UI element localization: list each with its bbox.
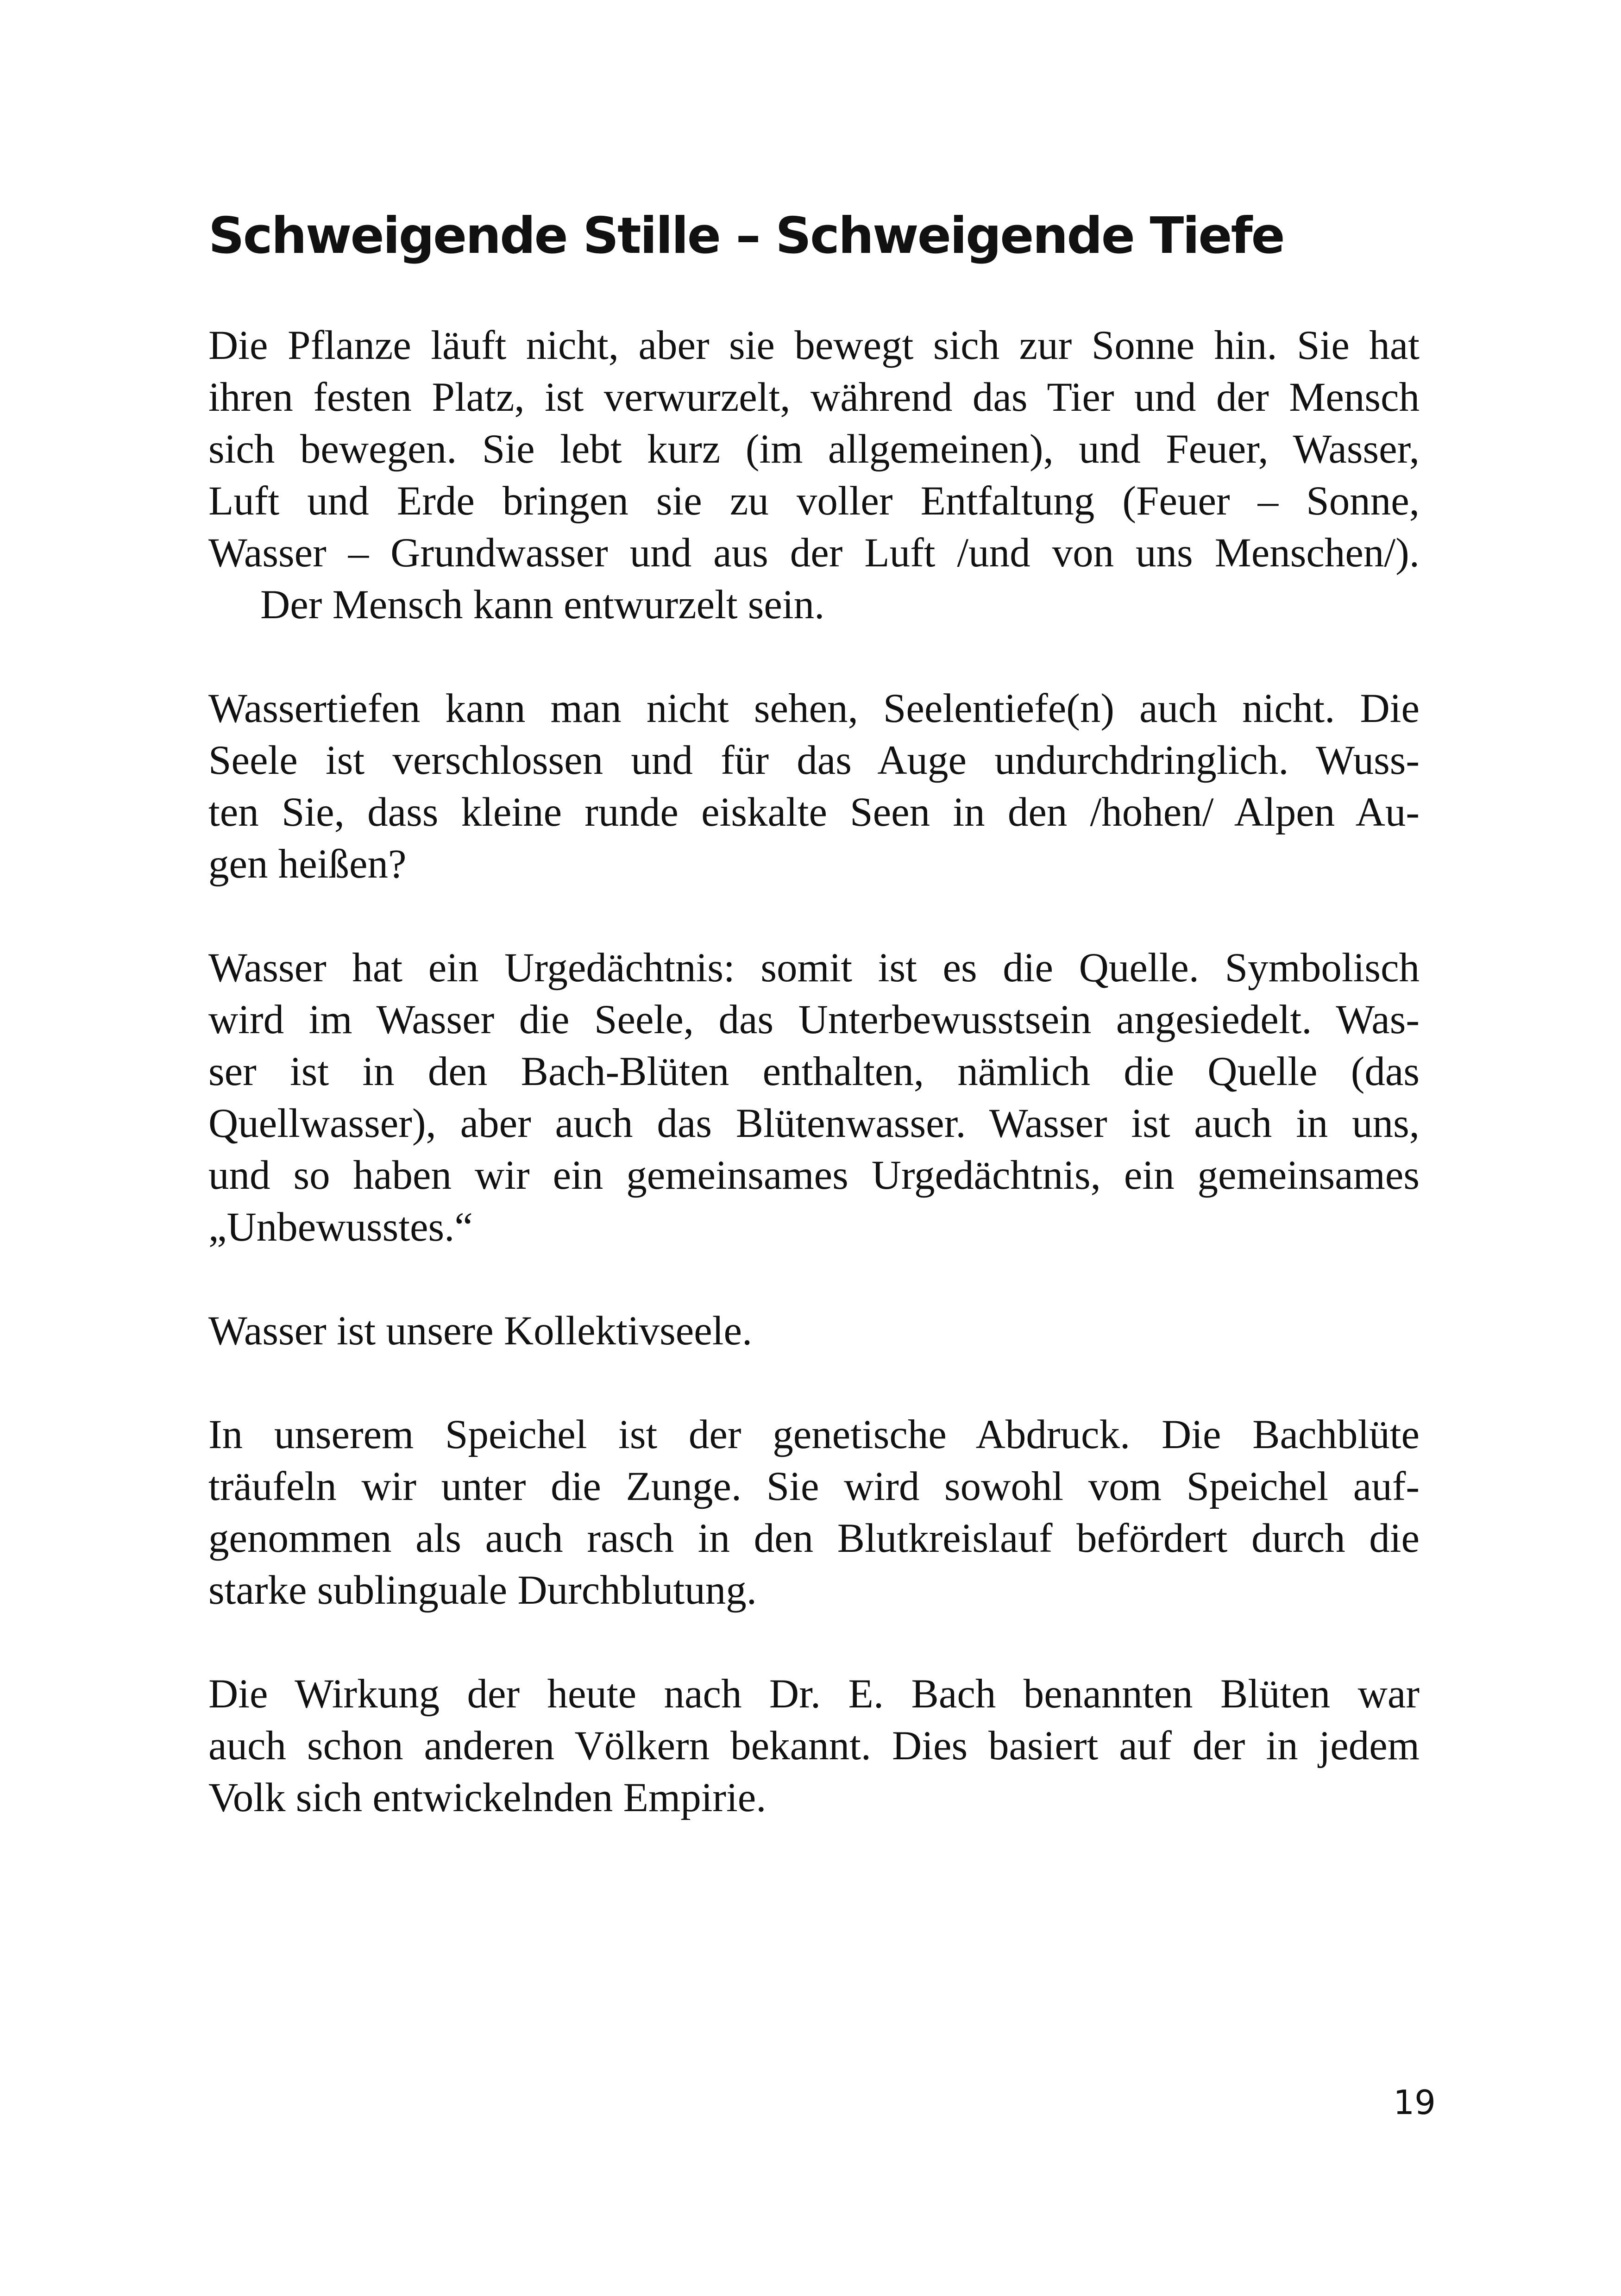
text-line: und so haben wir ein gemeinsames Urgedächtnis, ein gemeinsames <box>208 1153 1420 1198</box>
text-line: Wasser ist unsere Kollektivseele. <box>208 1308 753 1354</box>
paragraph <box>208 1305 1420 1357</box>
text-line: sich bewegen. Sie lebt kurz (im allgemeinen), und Feuer, Wasser, <box>208 427 1420 472</box>
text-line: genommen als auch rasch in den Blutkreislauf befördert durch die <box>208 1516 1420 1561</box>
text-line: „Unbewusstes.“ <box>208 1204 473 1250</box>
text-line: In unserem Speichel ist der genetische Abdruck. Die Bachblüte <box>208 1412 1420 1457</box>
text-line: ser ist in den Bach-Blüten enthalten, nämlich die Quelle (das <box>208 1049 1420 1094</box>
paragraph <box>208 320 1420 631</box>
text-line: Die Pflanze läuft nicht, aber sie bewegt sich zur Sonne hin. Sie hat <box>208 323 1420 368</box>
text-line: Wasser hat ein Urgedächtnis: somit ist es die Quelle. Symbolisch <box>208 945 1420 991</box>
chapter-heading: Schweigende Stille – Schweigende Tiefe <box>208 207 1284 265</box>
paragraph <box>208 1409 1420 1616</box>
paragraph <box>208 942 1420 1253</box>
text-line: gen heißen? <box>208 841 407 887</box>
text-line: starke sublinguale Durchblutung. <box>208 1568 757 1613</box>
text-line: Der Mensch kann entwurzelt sein. <box>260 582 825 627</box>
text-line: Wasser – Grundwasser und aus der Luft /und von uns Menschen/). <box>208 530 1420 576</box>
text-line: Quellwasser), aber auch das Blütenwasser. Wasser ist auch in uns, <box>208 1101 1420 1146</box>
text-line: träufeln wir unter die Zunge. Sie wird sowohl vom Speichel auf- <box>208 1464 1420 1509</box>
text-line: Seele ist verschlossen und für das Auge undurchdringlich. Wuss- <box>208 738 1420 783</box>
text-line: Volk sich entwickelnden Empirie. <box>208 1775 767 1820</box>
text-line: ten Sie, dass kleine runde eiskalte Seen in den /hohen/ Alpen Au- <box>208 790 1420 835</box>
paragraph <box>208 1668 1420 1824</box>
paragraph <box>208 683 1420 890</box>
text-line: Die Wirkung der heute nach Dr. E. Bach benannten Blüten war <box>208 1671 1420 1717</box>
text-line: Wassertiefen kann man nicht sehen, Seelentiefe(n) auch nicht. Die <box>208 686 1420 731</box>
text-line: auch schon anderen Völkern bekannt. Dies basiert auf der in jedem <box>208 1723 1420 1769</box>
text-line: Luft und Erde bringen sie zu voller Entfaltung (Feuer – Sonne, <box>208 478 1420 524</box>
body-text <box>208 320 1420 1876</box>
text-line: ihren festen Platz, ist verwurzelt, während das Tier und der Mensch <box>208 375 1420 420</box>
page-number: 19 <box>1393 2083 1436 2122</box>
text-line: wird im Wasser die Seele, das Unterbewusstsein angesiedelt. Was- <box>208 997 1420 1042</box>
